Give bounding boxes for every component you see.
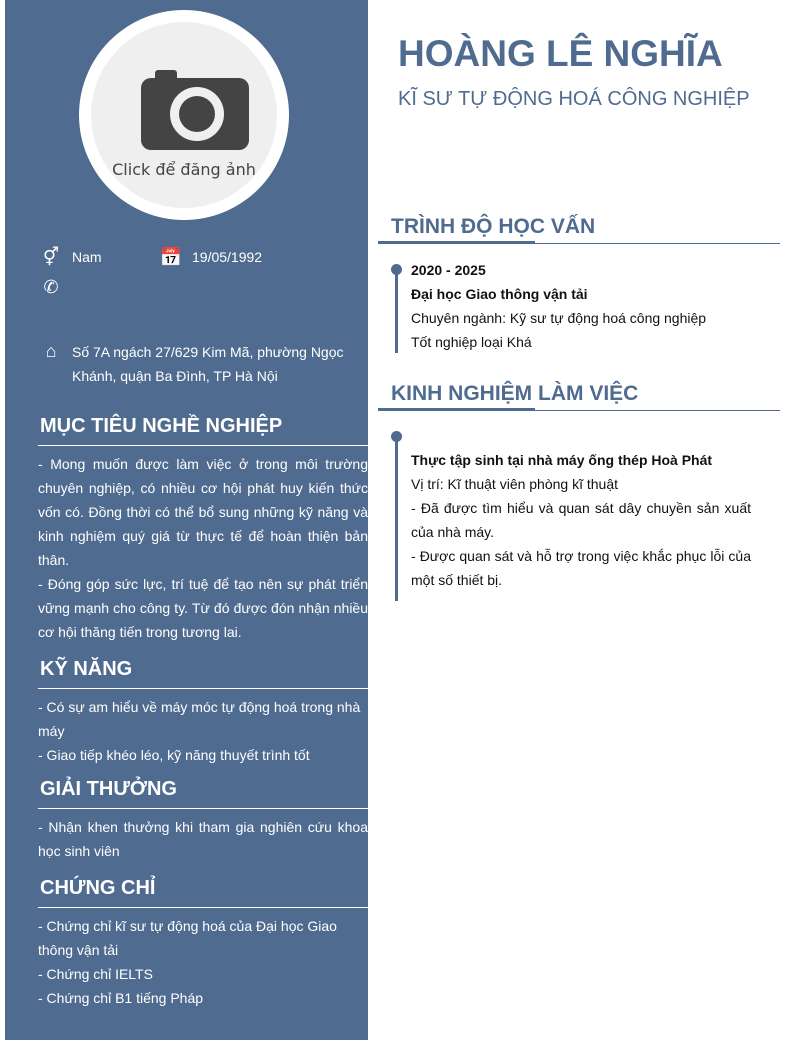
divider-accent xyxy=(378,408,535,411)
experience-title: KINH NGHIỆM LÀM VIỆC xyxy=(391,382,639,405)
phone-row xyxy=(40,276,62,298)
education-title: TRÌNH ĐỘ HỌC VẤN xyxy=(391,215,596,238)
awards-title: GIẢI THƯỞNG xyxy=(40,778,177,800)
calendar-icon: 📅 xyxy=(159,246,183,267)
divider-accent xyxy=(378,241,535,244)
home-icon: ⌂ xyxy=(45,341,57,361)
timeline-line xyxy=(395,436,398,601)
avatar-frame xyxy=(79,10,289,220)
gender-value: Nam xyxy=(72,249,102,265)
photo-label: Click để đăng ảnh xyxy=(112,160,256,179)
divider xyxy=(38,907,368,908)
education-entry: 2020 - 2025 Đại học Giao thông vận tải Chuyên ngành: Kỹ sư tự động hoá công nghiệp Tốt nghiệp loại Khá xyxy=(411,262,707,350)
timeline-line xyxy=(395,268,398,353)
camera-icon xyxy=(141,70,249,150)
divider xyxy=(38,808,368,809)
candidate-name: HOÀNG LÊ NGHĨA xyxy=(398,33,723,74)
address-row xyxy=(40,340,344,388)
birthday-value: 19/05/1992 xyxy=(192,249,263,265)
address-value: Số 7A ngách 27/629 Kim Mã, phường Ngọc Khánh, quận Ba Đình, TP Hà Nội xyxy=(72,344,344,384)
phone-icon: ✆ xyxy=(43,276,59,297)
upload-photo-button[interactable] xyxy=(91,22,277,208)
divider xyxy=(38,445,368,446)
certs-title: CHỨNG CHỈ xyxy=(40,877,156,899)
objective-title: MỤC TIÊU NGHỀ NGHIỆP xyxy=(40,415,283,437)
gender-icon: ⚥ xyxy=(42,246,60,267)
awards-body: - Nhận khen thưởng khi tham gia nghiên cứu khoa học sinh viên xyxy=(38,819,368,859)
divider xyxy=(38,688,368,689)
skills-title: KỸ NĂNG xyxy=(40,658,133,680)
experience-entry: Thực tập sinh tại nhà máy ống thép Hoà Phát Vị trí: Kĩ thuật viên phòng kĩ thuật - Đã được tìm hiểu và quan sát dây chuyền sản xuất của nhà máy. - Được quan sát và hỗ trợ trong việc khắc phục lỗi của một số thiết bị. xyxy=(411,452,751,588)
objective-body: - Mong muốn được làm việc ở trong môi trường chuyên nghiệp, có nhiều cơ hội phát huy kiến thức vốn có. Đồng thời có thể bổ sung những kỹ năng và kinh nghiệm quý giá từ thực tế để hoàn thiện bản thân. - Đóng góp sức lực, trí tuệ để tạo nên sự phát triển vững mạnh cho công ty. Từ đó được đón nhận nhiều cơ hội thăng tiến trong tương lai. xyxy=(38,456,368,640)
skills-body: - Có sự am hiểu về máy móc tự động hoá trong nhà máy - Giao tiếp khéo léo, kỹ năng thuyết trình tốt xyxy=(38,699,361,763)
job-title: KĨ SƯ TỰ ĐỘNG HOÁ CÔNG NGHIỆP xyxy=(398,88,750,110)
sidebar xyxy=(5,0,368,1040)
certs-body: - Chứng chỉ kĩ sư tự động hoá của Đại học Giao thông vận tải - Chứng chỉ IELTS - Chứng chỉ B1 tiếng Pháp xyxy=(38,918,337,1006)
birthday-row xyxy=(160,246,262,268)
gender-row xyxy=(40,246,102,268)
